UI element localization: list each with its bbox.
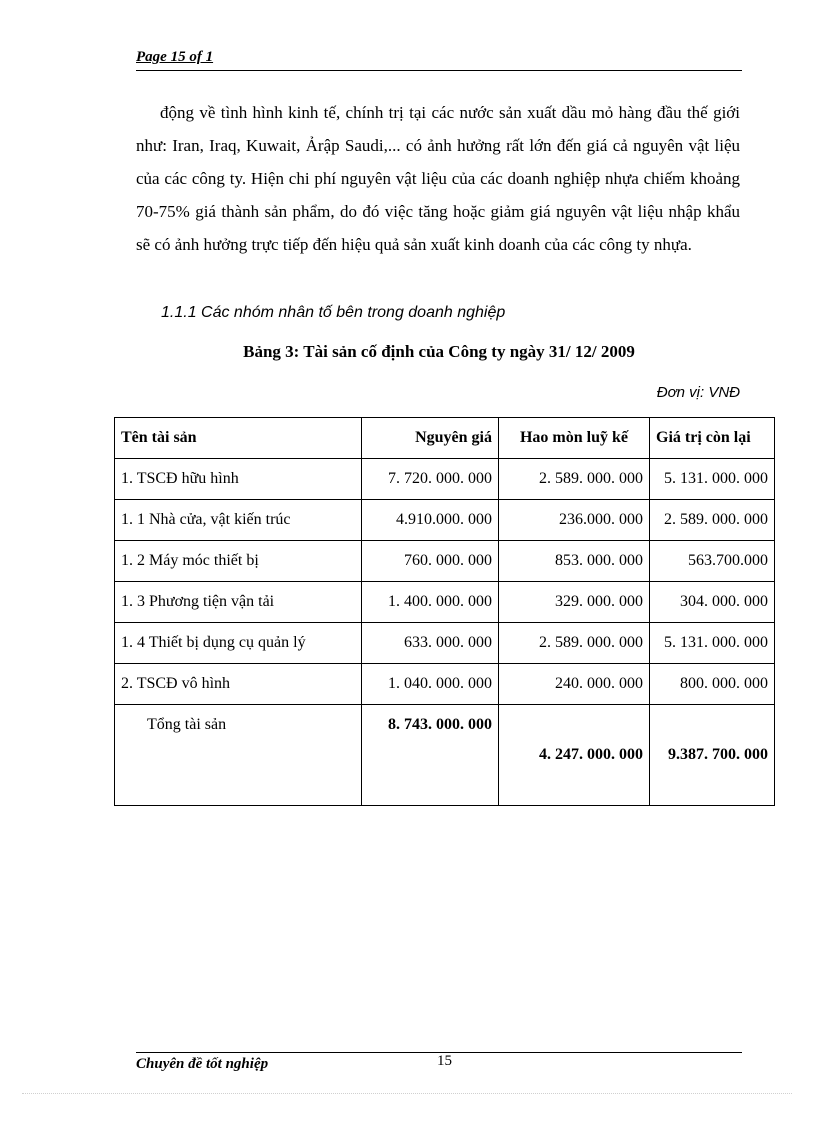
header-asset-name: Tên tài sản [115, 418, 362, 459]
asset-name: 1. 1 Nhà cửa, vật kiến trúc [115, 500, 362, 541]
table-row [115, 582, 775, 623]
page-bottom-border [22, 1093, 792, 1094]
remaining-value: 2. 589. 000. 000 [650, 500, 775, 541]
table-row [115, 623, 775, 664]
total-original-cost: 8. 743. 000. 000 [362, 705, 499, 806]
table-row [115, 459, 775, 500]
asset-name: 1. 2 Máy móc thiết bị [115, 541, 362, 582]
table-header-row [115, 418, 775, 459]
original-cost: 633. 000. 000 [362, 623, 499, 664]
original-cost: 7. 720. 000. 000 [362, 459, 499, 500]
original-cost: 1. 040. 000. 000 [362, 664, 499, 705]
footer-page-number: 15 [437, 1053, 452, 1069]
depreciation: 236.000. 000 [499, 500, 650, 541]
asset-name: 1. 4 Thiết bị dụng cụ quản lý [115, 623, 362, 664]
header-remaining-value: Giá trị còn lại [650, 418, 775, 459]
table-row [115, 500, 775, 541]
depreciation: 2. 589. 000. 000 [499, 623, 650, 664]
original-cost: 4.910.000. 000 [362, 500, 499, 541]
depreciation: 240. 000. 000 [499, 664, 650, 705]
header-original-cost: Nguyên giá [362, 418, 499, 459]
remaining-value: 800. 000. 000 [650, 664, 775, 705]
table-total-row [115, 705, 775, 806]
remaining-value: 5. 131. 000. 000 [650, 623, 775, 664]
unit-label: Đơn vị: VNĐ [656, 384, 740, 401]
total-remaining-value: 9.387. 700. 000 [650, 705, 775, 806]
footer-title: Chuyên đề tốt nghiệp [136, 1056, 269, 1072]
table-row [115, 541, 775, 582]
header-divider [136, 70, 742, 71]
asset-name: 2. TSCĐ vô hình [115, 664, 362, 705]
asset-name: 1. 3 Phương tiện vận tải [115, 582, 362, 623]
body-paragraph [136, 96, 740, 261]
remaining-value: 304. 000. 000 [650, 582, 775, 623]
original-cost: 760. 000. 000 [362, 541, 499, 582]
total-depreciation: 4. 247. 000. 000 [499, 705, 650, 806]
asset-name: 1. TSCĐ hữu hình [115, 459, 362, 500]
table-row [115, 664, 775, 705]
fixed-assets-table [114, 417, 775, 806]
section-heading: 1.1.1 Các nhóm nhân tố bên trong doanh nghiệp [161, 304, 506, 321]
paragraph-text: động về tình hình kinh tế, chính trị tại các nước sản xuất dầu mỏ hàng đầu thế giới như: Iran, Iraq, Kuwait, Ảrập Saudi,... có ảnh hưởng rất lớn đến giá cả nguyên vật liệu của các công ty. Hiện chi phí nguyên vật liệu của các doanh nghiệp nhựa chiếm khoảng 70-75% giá thành sản phẩm, do đó việc tăng hoặc giảm giá nguyên vật liệu nhập khẩu sẽ có ảnh hưởng trực tiếp đến hiệu quả sản xuất kinh doanh của các công ty nhựa. [136, 103, 740, 254]
header-depreciation: Hao mòn luỹ kế [499, 418, 650, 459]
page-header-label: Page 15 of 1 [136, 49, 214, 65]
remaining-value: 563.700.000 [650, 541, 775, 582]
total-label: Tổng tài sản [115, 705, 362, 806]
depreciation: 853. 000. 000 [499, 541, 650, 582]
table-caption: Bảng 3: Tài sản cố định của Công ty ngày 31/ 12/ 2009 [243, 342, 635, 361]
remaining-value: 5. 131. 000. 000 [650, 459, 775, 500]
depreciation: 2. 589. 000. 000 [499, 459, 650, 500]
depreciation: 329. 000. 000 [499, 582, 650, 623]
original-cost: 1. 400. 000. 000 [362, 582, 499, 623]
